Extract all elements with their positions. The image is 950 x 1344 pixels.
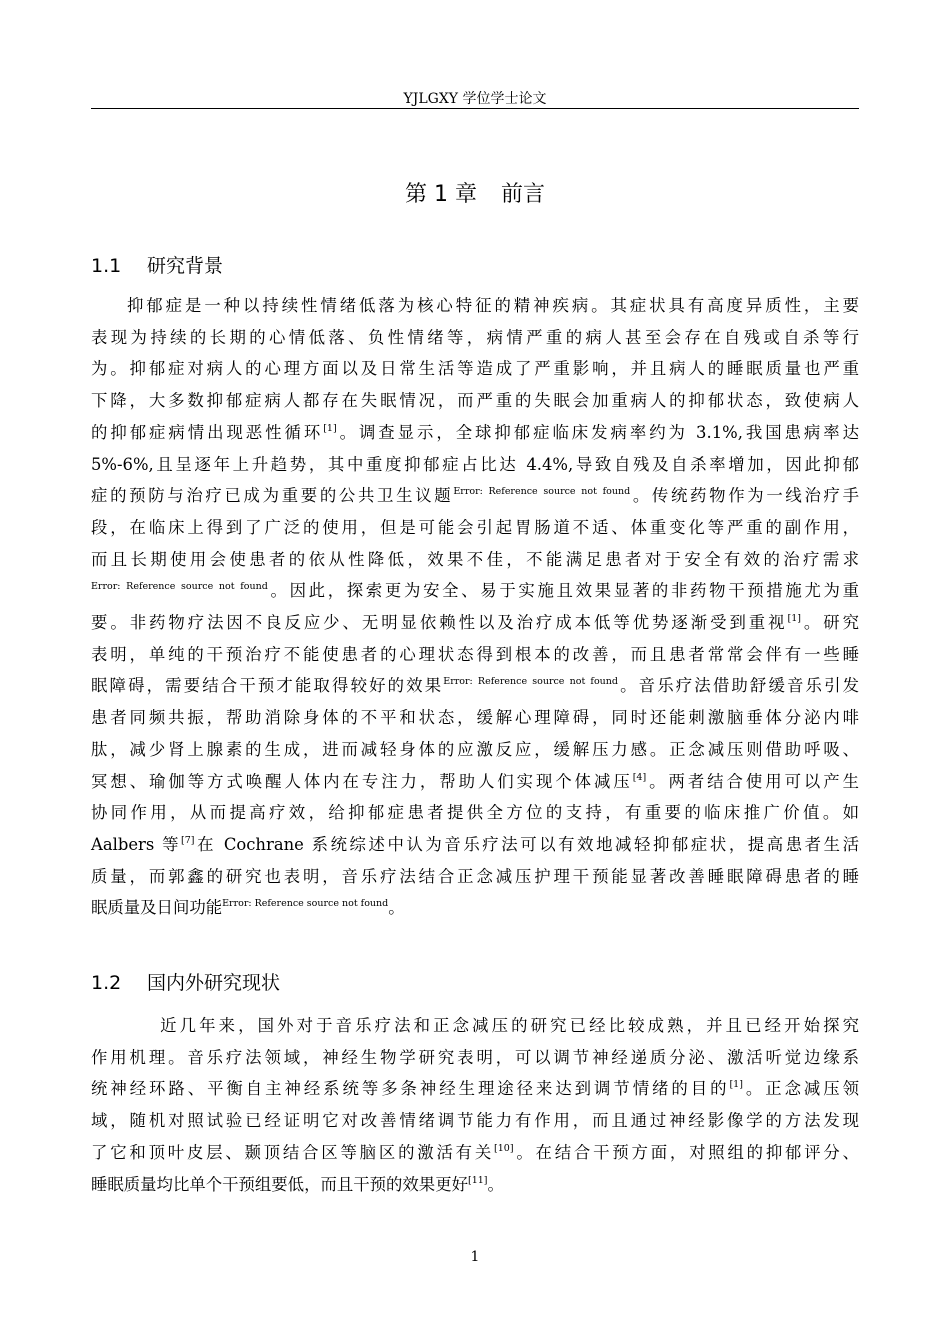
chapter-heading bbox=[91, 180, 859, 210]
text-line: 患者同频共振，帮助消除身体的不平和状态，缓解心理障碍，同时还能刺激脑垂体分泌内啡 bbox=[91, 708, 859, 728]
paragraph-background bbox=[91, 290, 859, 924]
section-heading-1-1 bbox=[91, 253, 223, 279]
page-number: 1 bbox=[470, 1249, 480, 1265]
text-line: 近几年来，国外对于音乐疗法和正念减压的研究已经比较成熟，并且已经开始探究 bbox=[157, 1016, 859, 1035]
text-line: 眠障碍，需要结合干预才能取得较好的效果$^{Error: Reference source not found}$。音乐疗法借助舒缓音乐引发 bbox=[91, 676, 860, 696]
header-rule bbox=[91, 108, 859, 109]
text-line: 质量，而郭鑫的研究也表明，音乐疗法结合正念减压护理干预能显著改善睡眠障碍患者的睡 bbox=[91, 866, 859, 886]
section-number: 1.2 bbox=[91, 972, 122, 994]
section-title: 研究背景 bbox=[147, 255, 224, 277]
text-line: 眠质量及日间功能$^{Error: Reference source not found}$。 bbox=[91, 898, 405, 918]
reference-error: Error: Reference source not found bbox=[222, 898, 389, 910]
text-line: 段，在临床上得到了广泛的使用，但是可能会引起胃肠道不适、体重变化等严重的副作用， bbox=[91, 517, 859, 537]
section-title: 国内外研究现状 bbox=[147, 972, 281, 994]
text-line: 统神经环路、平衡自主神经系统等多条神经生理途径来达到调节情绪的目的[1]。正念减压领 bbox=[91, 1079, 860, 1099]
text-line: 下降，大多数抑郁症病人都存在失眠情况，而严重的失眠会加重病人的抑郁状态，致使病人 bbox=[91, 391, 859, 411]
text-line: 而且长期使用会使患者的依从性降低，效果不佳，不能满足患者对于安全有效的治疗需求 bbox=[91, 549, 859, 569]
text-line: 抑郁症是一种以持续性情绪低落为核心特征的精神疾病。其症状具有高度异质性，主要 bbox=[124, 296, 859, 315]
citation: [10] bbox=[494, 1142, 514, 1154]
text-line: 肽，减少肾上腺素的生成，进而减轻身体的应激反应，缓解压力感。正念减压则借助呼吸、 bbox=[91, 739, 859, 759]
citation: [11] bbox=[467, 1174, 488, 1186]
text-line: 作用机理。音乐疗法领域，神经生物学研究表明，可以调节神经递质分泌、激活听觉边缘系 bbox=[91, 1047, 859, 1067]
running-header: YJLGXY 学位学士论文 bbox=[403, 91, 547, 107]
chapter-title: 前言 bbox=[500, 182, 545, 207]
reference-error: Error: Reference source not found bbox=[453, 486, 631, 498]
citation: [1] bbox=[787, 613, 801, 625]
text-line: 表明，单纯的干预治疗不能使患者的心理状态得到根本的改善，而且患者常常会伴有一些睡 bbox=[91, 644, 859, 664]
citation: [1] bbox=[729, 1079, 743, 1091]
text-line: $^{Error: Reference source not found}$。因此，探索更为安全、易于实施且效果显著的非药物干预措施尤为重 bbox=[91, 581, 859, 601]
text-line: 表现为持续的长期的心情低落、负性情绪等，病情严重的病人甚至会存在自残或自杀等行 bbox=[91, 327, 859, 347]
text-line: 5%-6%,且呈逐年上升趋势，其中重度抑郁症占比达 4.4%,导致自残及自杀率增加，因此抑郁 bbox=[91, 454, 859, 474]
text-line: 要。非药物疗法因不良反应少、无明显依赖性以及治疗成本低等优势逐渐受到重视[1]。研究 bbox=[91, 613, 860, 633]
citation: [4] bbox=[632, 771, 647, 783]
section-number: 1.1 bbox=[91, 255, 122, 277]
paragraph-research-status bbox=[91, 1010, 859, 1200]
reference-error: Error: Reference source not found bbox=[91, 581, 268, 593]
text-line: 症的预防与治疗已成为重要的公共卫生议题$^{Error: Reference source not found}$。传统药物作为一线治疗手 bbox=[91, 486, 860, 506]
text-line: 为。抑郁症对病人的心理方面以及日常生活等造成了严重影响，并且病人的睡眠质量也严重 bbox=[91, 359, 859, 379]
section-heading-1-2 bbox=[91, 970, 280, 996]
text-line: 域，随机对照试验已经证明它对改善情绪调节能力有作用，而且通过神经影像学的方法发现 bbox=[91, 1111, 859, 1131]
chapter-number: 第 1 章 bbox=[405, 182, 477, 207]
text-line: 协同作用，从而提高疗效，给抑郁症患者提供全方位的支持，有重要的临床推广价值。如 bbox=[91, 803, 859, 823]
reference-error: Error: Reference source not found bbox=[443, 676, 618, 688]
citation: [1] bbox=[323, 422, 337, 434]
text-line: Aalbers 等[7]在 Cochrane 系统综述中认为音乐疗法可以有效地减轻抑郁症状，提高患者生活 bbox=[91, 834, 859, 854]
text-line: 睡眠质量均比单个干预组要低，而且干预的效果更好[11]。 bbox=[91, 1174, 504, 1194]
citation: [7] bbox=[181, 834, 195, 846]
text-line: 冥想、瑜伽等方式唤醒人体内在专注力，帮助人们实现个体减压[4]。两者结合使用可以产生 bbox=[91, 771, 860, 791]
text-line: 了它和顶叶皮层、颞顶结合区等脑区的激活有关[10]。在结合干预方面，对照组的抑郁评分、 bbox=[91, 1142, 860, 1162]
text-line: 的抑郁症病情出现恶性循环[1]。调查显示，全球抑郁症临床发病率约为 3.1%,我国患病率达 bbox=[91, 422, 860, 442]
